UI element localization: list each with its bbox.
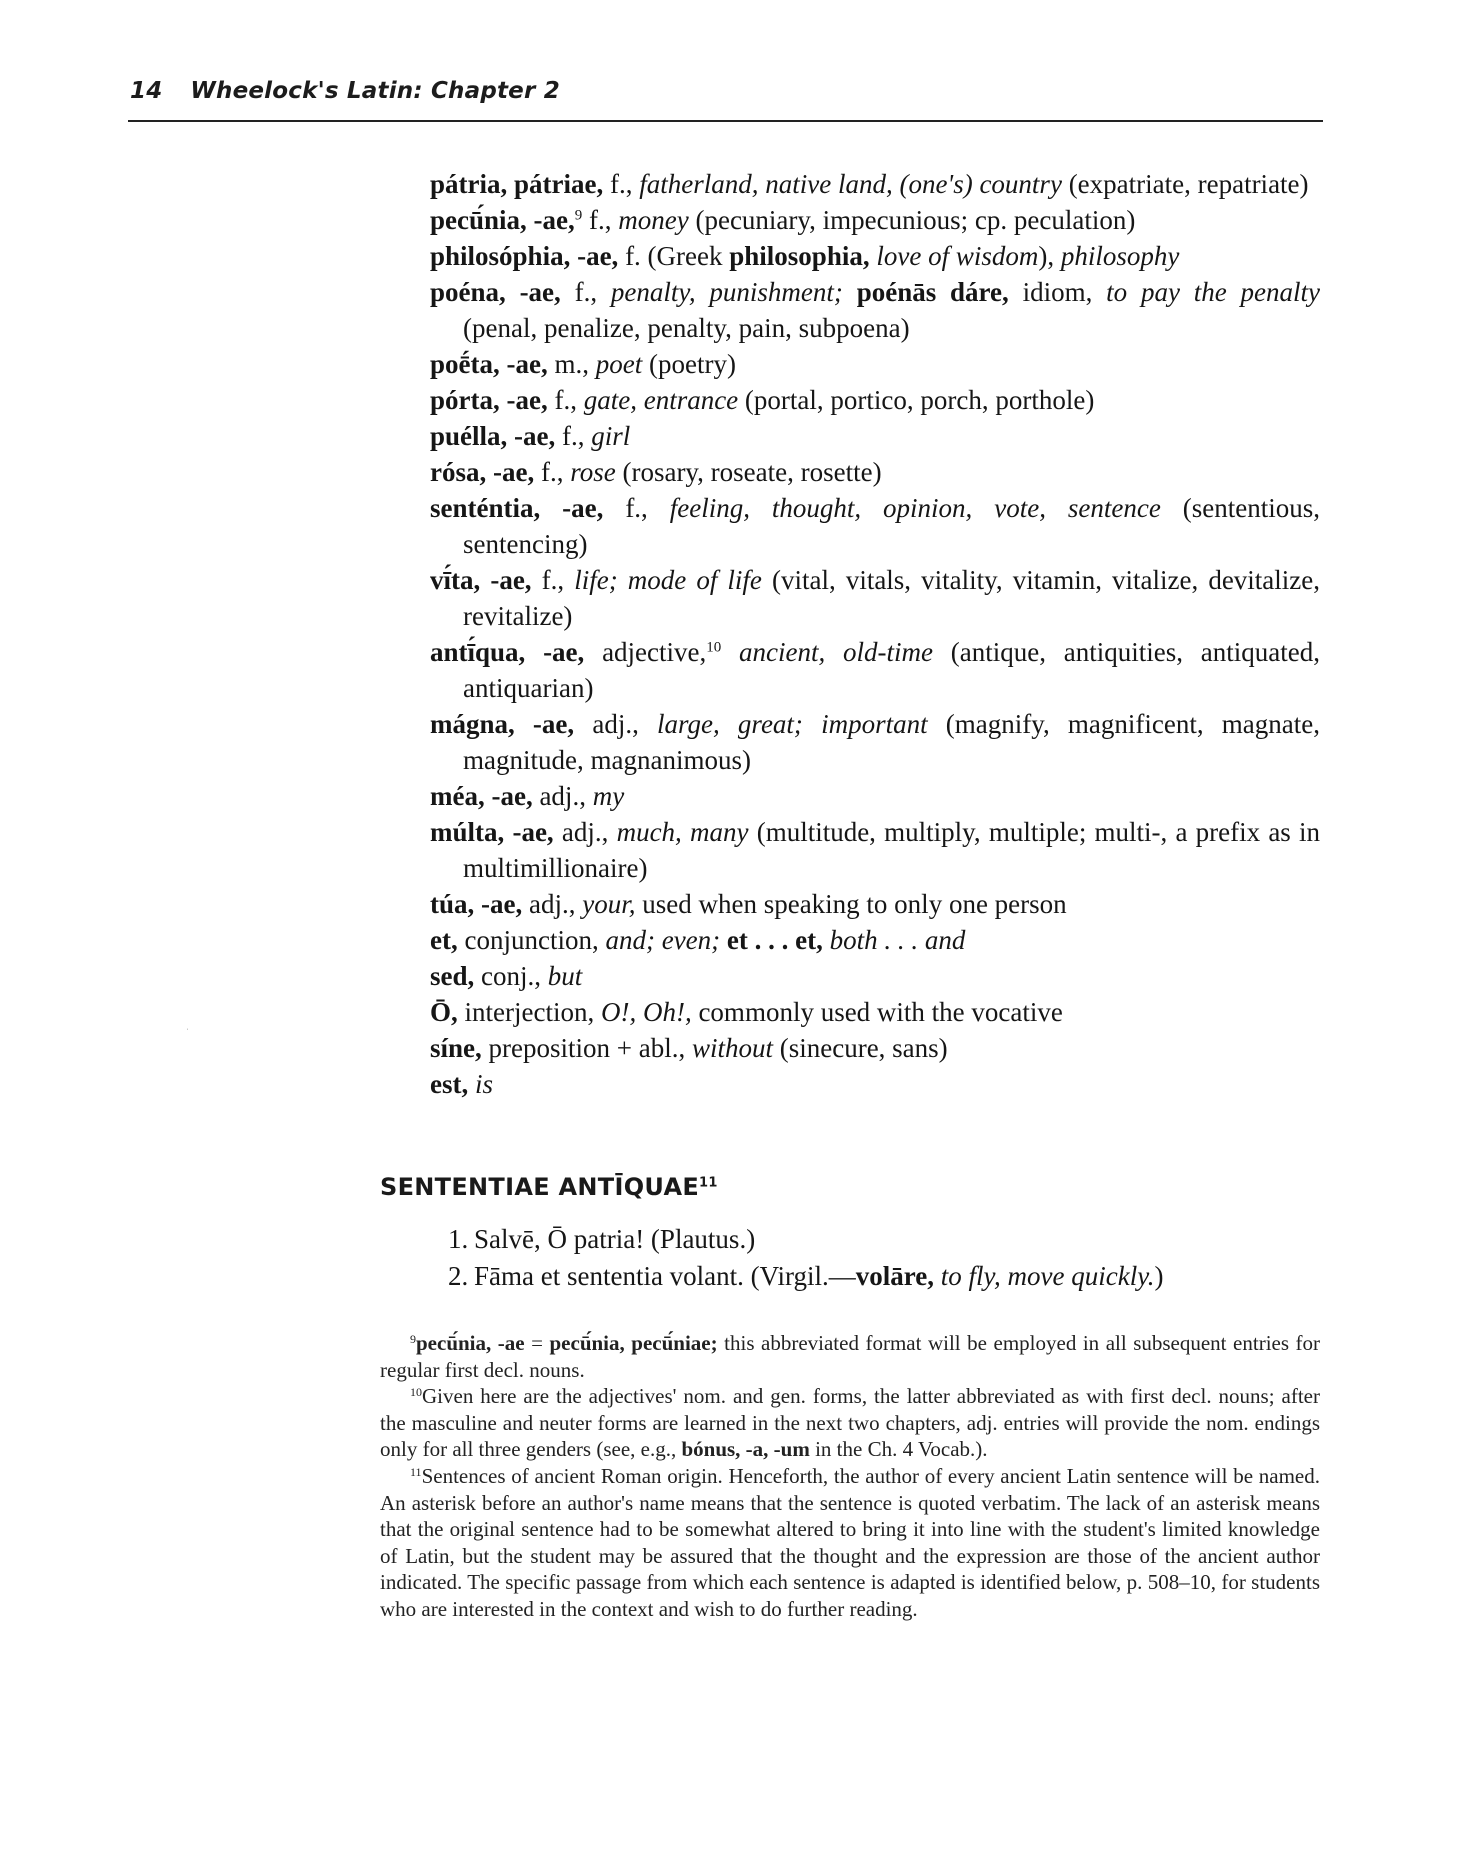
sentence (448, 1221, 1328, 1258)
vocab-entry: philosóphia, -ae, f. (Greek philosophia, love of wisdom), philosophy (430, 241, 1180, 271)
sentence-number: 2. (448, 1261, 469, 1291)
vocab-entry: poéna, -ae, f., penalty, punishment; poénās dáre, idiom, to pay the penalty (penal, penalize, penalty, pain, subpoena) (430, 277, 1320, 343)
running-head (130, 78, 560, 104)
vocab-headword: poḗta, -ae, (430, 349, 548, 379)
vocab-headword: antī́qua, -ae, (430, 637, 585, 667)
vocab-headword: pecū́nia, -ae, (430, 205, 575, 235)
vocab-headword: rósa, -ae, (430, 457, 535, 487)
vocab-entry: puélla, -ae, f., girl (430, 421, 631, 451)
sentence-text: Fāma et sententia volant. (Virgil.—volāre, to fly, move quickly.) (474, 1261, 1164, 1291)
vocab-headword: méa, -ae, (430, 781, 533, 811)
italic-gloss: O!, Oh!, (600, 997, 692, 1027)
vocab-entry: túa, -ae, adj., your, used when speaking to only one person (430, 889, 1067, 919)
footnote-number: 10 (410, 1385, 422, 1399)
italic-gloss: your, (582, 889, 636, 919)
vocab-entry: pecū́nia, -ae,$^9$ f., money (pecuniary, impecunious; cp. peculation) (430, 205, 1136, 235)
italic-gloss: but (547, 961, 583, 991)
italic-gloss: large, great; important (657, 709, 928, 739)
italic-gloss: much, many (616, 817, 749, 847)
section-heading-text: SENTENTIAE ANTĪQUAE (380, 1173, 700, 1201)
vocab-headword: est, (430, 1069, 469, 1099)
italic-gloss: feeling, thought, opinion, vote, sentence (669, 493, 1161, 523)
footnote-ref: 11 (699, 1175, 718, 1191)
vocab-entry: méa, -ae, adj., my (430, 781, 625, 811)
footnote-ref: 10 (706, 639, 722, 656)
vocab-headword: mágna, -ae, (430, 709, 575, 739)
bold-latin: pecū́nia, pecū́niae; (549, 1331, 718, 1355)
vocab-entry (430, 1066, 1320, 1102)
vocab-headword: vī́ta, -ae, (430, 565, 532, 595)
italic-gloss: life; mode of life (574, 565, 762, 595)
vocab-headword: pórta, -ae, (430, 385, 548, 415)
italic-gloss: and; even; (605, 925, 721, 955)
section-heading (380, 1173, 718, 1201)
vocab-entry: pátria, pátriae, f., fatherland, native land, (one's) country (expatriate, repatriate) (430, 169, 1309, 199)
vocab-headword: pátria, pátriae, (430, 169, 604, 199)
sentence-list (448, 1221, 1328, 1295)
italic-gloss: without (691, 1033, 773, 1063)
bold-latin: poénās dáre, (856, 277, 1009, 307)
footnote-number: 11 (410, 1464, 422, 1479)
italic-gloss: both . . . and (829, 925, 966, 955)
vocab-entry: pórta, -ae, f., gate, entrance (portal, portico, porch, porthole) (430, 385, 1095, 415)
vocab-entry: mágna, -ae, adj., large, great; important (magnify, magnificent, magnate, magnitude, magnanimous) (430, 709, 1321, 775)
vocab-entry: poḗta, -ae, m., poet (poetry) (430, 349, 736, 379)
vocabulary-list (430, 166, 1320, 1102)
italic-gloss: rose (570, 457, 616, 487)
footnote-ref: 9 (574, 207, 583, 224)
vocab-headword: et, (430, 925, 458, 955)
footnote: $^9$pecū́nia, -ae = pecū́nia, pecū́niae; this abbreviated format will be employed in all subsequent entries for regular first decl. nouns. (380, 1331, 1321, 1382)
italic-gloss: philosophy (1060, 241, 1180, 271)
italic-gloss: to pay the penalty (1106, 277, 1320, 307)
vocab-entry: vī́ta, -ae, f., life; mode of life (vital, vitals, vitality, vitamin, vitalize, devitalize, revitalize) (430, 565, 1321, 631)
sentence (448, 1258, 1328, 1295)
vocab-headword: síne, (430, 1033, 482, 1063)
vocab-headword: sed, (430, 961, 475, 991)
running-head-title: Wheelock's Latin: Chapter 2 (190, 78, 560, 104)
bold-latin: philosophia, (729, 241, 870, 271)
bold-latin: volāre, (855, 1261, 935, 1291)
vocab-entry: síne, preposition + abl., without (sinecure, sans) (430, 1033, 948, 1063)
sentence-number: 1. (448, 1224, 469, 1254)
footnote: $^{11}$Sentences of ancient Roman origin. Henceforth, the author of every ancient Latin sentence will be named. An asterisk before an author's name means that the sentence is quoted verbatim. The lack of an asterisk means that the original sentence had to be somewhat altered to bring it into line with the student's limited knowledge of Latin, but the student may be assured that the thought and the expression are those of the ancient author indicated. The specific passage from which each sentence is adapted is identified below, p. 508–10, for students who are interested in the context and wish to do further reading. (380, 1463, 1320, 1621)
italic-gloss: money (618, 205, 689, 235)
vocab-entry: et, conjunction, and; even; et . . . et, both . . . and (430, 925, 966, 955)
vocab-entry: rósa, -ae, f., rose (rosary, roseate, rosette) (430, 457, 882, 487)
vocab-entry: Ō, interjection, O!, Oh!, commonly used with the vocative (430, 997, 1063, 1027)
vocab-headword: Ō, (430, 997, 458, 1027)
vocab-headword: poéna, -ae, (430, 277, 561, 307)
italic-gloss: ancient, old-time (739, 637, 934, 667)
italic-gloss: is (474, 1069, 493, 1099)
vocab-headword: philosóphia, -ae, (430, 241, 619, 271)
italic-gloss: love of wisdom (876, 241, 1039, 271)
vocab-headword: múlta, -ae, (430, 817, 554, 847)
italic-gloss: to fly, move quickly. (940, 1261, 1155, 1291)
margin-mark: ˈ (186, 1027, 189, 1037)
italic-gloss: gate, entrance (583, 385, 739, 415)
vocab-entry: senténtia, -ae, f., feeling, thought, opinion, vote, sentence (sententious, sentencing) (430, 493, 1320, 559)
italic-gloss: my (592, 781, 625, 811)
footnote: $^{10}$Given here are the adjectives' nom. and gen. forms, the latter abbreviated as with first decl. nouns; after the masculine and neuter forms are learned in the next two chapters, adj. entries will provide the nom. endings only for all three genders (see, e.g., bónus, -a, -um in the Ch. 4 Vocab.). (380, 1384, 1320, 1462)
bold-latin: pecū́nia, -ae (416, 1331, 525, 1355)
header-rule (128, 120, 1323, 122)
vocab-entry: antī́qua, -ae, adjective,$^{10}$ ancient, old-time (antique, antiquities, antiquated, antiquarian) (430, 637, 1320, 703)
italic-gloss: girl (591, 421, 631, 451)
page-number: 14 (130, 78, 163, 104)
vocab-headword: senténtia, -ae, (430, 493, 604, 523)
bold-latin: et . . . et, (726, 925, 823, 955)
footnotes (380, 1330, 1320, 1623)
italic-gloss: penalty, punishment; (610, 277, 843, 307)
vocab-headword: túa, -ae, (430, 889, 523, 919)
sentence-text: Salvē, Ō patria! (Plautus.) (474, 1224, 756, 1254)
italic-gloss: poet (595, 349, 643, 379)
bold-latin: bónus, -a, -um (681, 1437, 810, 1462)
vocab-entry: sed, conj., but (430, 961, 583, 991)
vocab-entry: múlta, -ae, adj., much, many (multitude, multiply, multiple; multi-, a prefix as in multimillionaire) (430, 817, 1321, 883)
vocab-headword: puélla, -ae, (430, 421, 556, 451)
footnote-number: 9 (410, 1331, 416, 1346)
italic-gloss: fatherland, native land, (one's) country (639, 169, 1062, 199)
